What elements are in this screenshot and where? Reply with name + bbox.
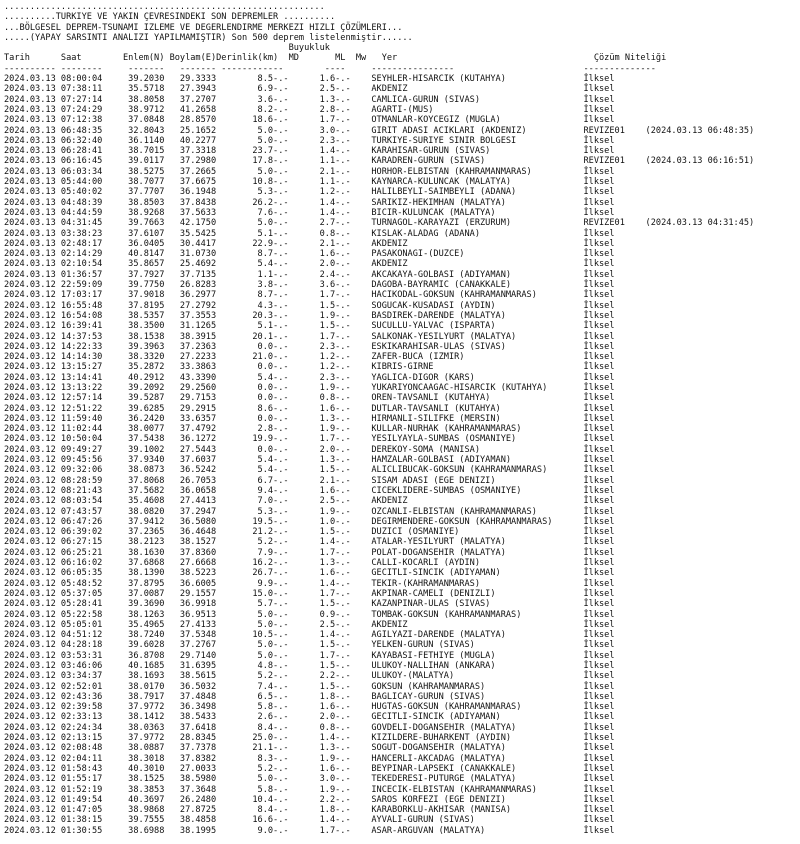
table-row: 2024.03.13 06:48:35 32.8043 25.1652 5.0-.- 3.0-.- GIRIT ADASI ACIKLARI (AKDENIZ) REVIZE01 (2024.03.13 06:48:35) [4, 125, 755, 136]
table-row: 2024.03.12 07:43:57 38.0820 37.2947 5.3-.- 1.9-.- OZCANLI-ELBISTAN (KAHRAMANMARAS) İlksel [4, 506, 615, 517]
table-row: 2024.03.12 09:49:27 39.1002 27.5443 0.0-.- 2.0-.- DEREKOY-SOMA (MANISA) İlksel [4, 444, 615, 455]
table-row: 2024.03.12 06:16:02 37.6868 27.6668 16.2-.- 1.3-.- CALLI-KOCARLI (AYDIN) İlksel [4, 558, 615, 569]
table-row: 2024.03.13 02:14:29 40.8147 31.0730 8.7-.- 1.6-.- PASAKONAGI-(DUZCE) İlksel [4, 249, 615, 260]
table-row: 2024.03.13 06:03:34 38.5275 37.2665 5.0-.- 2.1-.- HORHOR-ELBISTAN (KAHRAMANMARAS) İlksel [4, 166, 615, 177]
table-row: 2024.03.12 06:27:15 38.2123 38.1527 5.2-.- 1.4-.- ATALAR-YESILYURT (MALATYA) İlksel [4, 537, 615, 548]
magnitude-label: Buyukluk [288, 43, 330, 54]
table-row: 2024.03.13 02:48:17 36.0405 30.4417 22.9-.- 2.1-.- AKDENIZ İlksel [4, 238, 615, 249]
table-row: 2024.03.12 08:28:59 37.8068 26.7053 6.7-.- 2.1-.- SISAM ADASI (EGE DENIZI) İlksel [4, 475, 615, 486]
table-row: 2024.03.12 13:14:41 40.2912 43.3390 5.4-.- 2.3-.- YAGLICA-DIGOR (KARS) İlksel [4, 372, 615, 383]
table-row: 2024.03.12 06:25:21 38.1630 37.8360 7.9-.- 1.7-.- POLAT-DOGANSEHIR (MALATYA) İlksel [4, 547, 615, 558]
table-row: 2024.03.12 05:37:05 37.0087 29.1557 15.0-.- 1.7-.- AKPINAR-CAMELI (DENIZLI) İlksel [4, 588, 615, 599]
table-row: 2024.03.12 17:03:17 37.9018 36.2977 8.7-.- 1.7-.- HACIKODAL-GOKSUN (KAHRAMANMARAS) İlksel [4, 290, 615, 301]
magnitude-header [4, 43, 800, 53]
table-row: 2024.03.12 01:47:05 38.9868 27.8725 8.4-.- 1.8-.- KARABORKLU-AKHISAR (MANISA) İlksel [4, 805, 615, 816]
table-row: 2024.03.12 08:21:43 37.5682 36.0658 9.4-.- 1.6-.- CICEKLIDERE-SUMBAS (OSMANIYE) İlksel [4, 485, 615, 496]
table-row: 2024.03.12 09:45:56 37.9340 37.6037 5.4-.- 1.3-.- HAMZALAR-GOLBASI (ADIYAMAN) İlksel [4, 455, 615, 466]
table-row: 2024.03.12 16:54:08 38.5357 37.3553 20.3-.- 1.9-.- BASDIREK-DARENDE (MALATYA) İlksel [4, 310, 615, 321]
table-row: 2024.03.12 01:52:19 38.3853 37.3648 5.8-.- 1.9-.- INCECIK-ELBISTAN (KAHRAMANMARAS) İlksel [4, 784, 615, 795]
header-title: ..........TURKIYE VE YAKIN ÇEVRESINDEKI SON DEPREMLER .......... [4, 12, 336, 23]
table-row: 2024.03.12 04:51:12 38.7240 37.5348 10.5-.- 1.4-.- AGILYAZI-DARENDE (MALATYA) İlksel [4, 630, 615, 641]
table-row: 2024.03.12 05:22:58 38.1263 36.9513 5.0-.- 0.9-.- TOMBAK-GOKSUN (KAHRAMANMARAS) İlksel [4, 609, 615, 620]
table-row: 2024.03.12 05:48:52 37.8795 36.6005 9.9-.- 1.4-.- TEKIR-(KAHRAMANMARAS) İlksel [4, 578, 615, 589]
header-dots: .............................................................. [4, 2, 325, 12]
table-row: 2024.03.12 02:52:01 38.0170 36.5032 7.4-.- 1.5-.- GOKSUN (KAHRAMANMARAS) İlksel [4, 681, 615, 692]
table-row: 2024.03.12 02:08:48 38.0887 37.7378 21.1-.- 1.3-.- SOGUT-DOGANSEHIR (MALATYA) İlksel [4, 743, 615, 754]
table-row: 2024.03.13 08:00:04 39.2030 29.3333 8.5-.- 1.6-.- SEYHLER-HISARCIK (KUTAHYA) İlksel [4, 74, 615, 85]
table-row: 2024.03.13 04:48:39 38.8503 37.8438 26.2-.- 1.4-.- SARIKIZ-HEKIMHAN (MALATYA) İlksel [4, 197, 615, 208]
table-row: 2024.03.12 12:57:14 39.5287 29.7153 0.0-.- 0.8-.- OREN-TAVSANLI (KUTAHYA) İlksel [4, 393, 615, 404]
table-row: 2024.03.13 02:10:54 35.8657 25.4692 5.4-.- 2.0-.- AKDENIZ İlksel [4, 259, 615, 270]
table-row: 2024.03.13 04:44:59 38.9268 37.5633 7.6-.- 1.4-.- BICIR-KULUNCAK (MALATYA) İlksel [4, 207, 615, 218]
table-row: 2024.03.12 03:46:06 40.1685 31.6395 4.8-.- 1.5-.- ULUKOY-NALLIHAN (ANKARA) İlksel [4, 661, 615, 671]
table-row: 2024.03.12 11:59:40 36.2420 33.6357 0.0-.- 1.3-.- HIRMANLI-SILIFKE (MERSIN) İlksel [4, 413, 615, 424]
table-row: 2024.03.13 06:16:45 39.0117 37.2980 17.8-.- 1.1-.- KARADREN-GURUN (SIVAS) REVIZE01 (2024.03.13 06:16:51) [4, 156, 755, 167]
table-row: 2024.03.12 06:39:02 37.2365 36.4648 21.2-.- 1.5-.- DUZICI (OSMANIYE) İlksel [4, 527, 615, 538]
table-row: 2024.03.12 13:13:22 39.2092 29.2560 0.0-.- 1.9-.- YUKARIYONCAAGAC-HISARCIK (KUTAHYA) İlksel [4, 382, 615, 393]
table-row: 2024.03.12 02:24:34 38.0363 37.6418 8.4-.- 0.8-.- GOVDELI-DOGANSEHIR (MALATYA) İlksel [4, 722, 615, 733]
table-row: 2024.03.12 05:28:41 39.3690 36.9918 5.7-.- 1.5-.- KAZANPINAR-ULAS (SIVAS) İlksel [4, 599, 615, 610]
table-row: 2024.03.13 05:40:02 37.7707 36.1948 5.3-.- 1.2-.- HALILBEYLI-SAIMBEYLI (ADANA) İlksel [4, 187, 615, 198]
column-header: Tarih Saat Enlem(N) Boylam(E)Derinlik(km) MD ML Mw Yer Çözüm Niteliği [4, 53, 667, 64]
table-row: 2024.03.12 01:58:43 40.3010 27.0033 5.2-.- 1.6-.- BEYPINAR-LAPSEKI (CANAKKALE) İlksel [4, 763, 615, 774]
table-row: 2024.03.13 07:24:29 38.9712 41.2658 8.2-.- 2.8-.- AGARTI-(MUS) İlksel [4, 104, 615, 115]
table-row: 2024.03.12 16:39:41 38.3500 31.1265 5.1-.- 1.5-.- SUCULLU-YALVAC (ISPARTA) İlksel [4, 321, 615, 332]
table-row: 2024.03.13 06:32:40 36.1140 40.2277 5.0-.- 2.3-.- TURKIYE-SURIYE SINIR BOLGESI İlksel [4, 135, 615, 146]
table-row: 2024.03.12 13:15:27 35.2872 33.3863 0.0-.- 1.2-.- KIBRIS-GIRNE İlksel [4, 362, 615, 373]
table-row: 2024.03.12 09:32:06 38.0873 36.5242 5.4-.- 1.5-.- ALICLIBUCAK-GOKSUN (KAHRAMANMARAS) İlksel [4, 465, 615, 476]
table-row: 2024.03.12 04:28:18 39.6028 37.2767 5.0-.- 1.5-.- YELKEN-GURUN (SIVAS) İlksel [4, 640, 615, 651]
table-row: 2024.03.12 02:04:11 38.3018 37.8382 8.3-.- 1.9-.- HANCERLI-AKCADAG (MALATYA) İlksel [4, 753, 615, 764]
table-row: 2024.03.13 07:27:14 38.8058 37.2707 3.6-.- 1.3-.- CAMLICA-GURUN (SIVAS) İlksel [4, 94, 615, 105]
table-row: 2024.03.12 12:51:22 39.6285 29.2915 8.6-.- 1.6-.- DUTLAR-TAVSANLI (KUTAHYA) İlksel [4, 403, 615, 414]
table-row: 2024.03.12 05:05:01 35.4965 27.4133 5.0-.- 2.5-.- AKDENIZ İlksel [4, 619, 615, 630]
column-rule: ---------- -------- ------- ------- ------------ ---- ---------------- -------------- [4, 63, 656, 74]
table-row: 2024.03.12 02:43:36 38.7917 37.4848 6.5-.- 1.8-.- BAGLICAY-GURUN (SIVAS) İlksel [4, 691, 615, 702]
table-row: 2024.03.12 14:22:33 39.3963 37.2363 0.0-.- 2.3-.- ESKIKARAHISAR-ULAS (SIVAS) İlksel [4, 341, 615, 352]
table-row: 2024.03.13 07:12:38 37.0848 28.8570 18.6-.- 1.7-.- OTMANLAR-KOYCEGIZ (MUGLA) İlksel [4, 115, 615, 126]
table-row: 2024.03.12 03:34:37 38.1693 38.5615 5.2-.- 2.2-.- ULUKOY-(MALATYA) İlksel [4, 671, 615, 682]
table-row: 2024.03.12 06:47:26 37.9412 36.5080 19.5-.- 1.0-.- DEGIRMENDERE-GOKSUN (KAHRAMANMARAS) İlksel [4, 516, 615, 527]
table-row: 2024.03.13 04:31:45 39.7663 42.1750 5.0-.- 2.7-.- TURNAGOL-KARAYAZI (ERZURUM) REVIZE01 (2024.03.13 04:31:45) [4, 218, 755, 229]
table-row: 2024.03.12 01:55:17 38.1525 38.5980 5.0-.- 3.0-.- TEKEDERESI-PUTURGE (MALATYA) İlksel [4, 774, 615, 785]
table-row: 2024.03.13 05:44:00 38.7077 37.6675 10.8-.- 1.1-.- KAYNARCA-KULUNCAK (MALATYA) İlksel [4, 177, 615, 188]
table-row: 2024.03.12 01:38:15 39.7555 38.4858 16.6-.- 1.4-.- AYVALI-GURUN (SIVAS) İlksel [4, 815, 615, 826]
event-rows [4, 74, 800, 836]
table-row: 2024.03.12 14:14:30 38.3320 27.2233 21.0-.- 1.2-.- ZAFER-BUCA (IZMIR) İlksel [4, 352, 615, 363]
header-subtitle: ...BÖLGESEL DEPREM-TSUNAMI IZLEME VE DEGERLENDIRME MERKEZI HIZLI ÇÖZÜMLERI... [4, 22, 403, 33]
table-row: 2024.03.12 01:49:54 40.3697 26.2480 10.4-.- 2.2-.- SAROS KORFEZI (EGE DENIZI) İlksel [4, 794, 615, 805]
table-row: 2024.03.12 11:02:44 38.0077 37.4792 2.8-.- 1.9-.- KULLAR-NURHAK (KAHRAMANMARAS) İlksel [4, 424, 615, 435]
table-row: 2024.03.12 02:39:58 37.9772 36.3498 5.8-.- 1.6-.- HUGTAS-GOKSUN (KAHRAMANMARAS) İlksel [4, 702, 615, 713]
header-note: .....(YAPAY SARSINTI ANALIZI YAPILMAMIŞTIR) Son 500 deprem listelenmiştir...... [4, 32, 413, 43]
table-row: 2024.03.13 01:36:57 37.7927 37.7135 1.1-.- 2.4-.- AKCAKAYA-GOLBASI (ADIYAMAN) İlksel [4, 269, 615, 280]
table-row: 2024.03.12 06:05:35 38.1390 38.5223 26.7-.- 1.6-.- GECITLI-SINCIK (ADIYAMAN) İlksel [4, 568, 615, 579]
table-row: 2024.03.12 22:59:09 39.7750 26.8283 3.8-.- 3.6-.- DAGOBA-BAYRAMIC (CANAKKALE) İlksel [4, 280, 615, 291]
table-row: 2024.03.13 06:28:41 38.7015 37.3318 23.7-.- 1.4-.- KARAHISAR-GURUN (SIVAS) İlksel [4, 146, 615, 157]
table-row: 2024.03.12 02:33:13 38.1412 38.5433 2.6-.- 2.0-.- GECITLI-SINCIK (ADIYAMAN) İlksel [4, 712, 615, 723]
table-row: 2024.03.12 03:53:31 36.8708 29.7140 5.0-.- 1.7-.- KAYABASI-FETHIYE (MUGLA) İlksel [4, 650, 615, 661]
table-row: 2024.03.12 16:55:48 37.8195 27.2792 4.3-.- 1.5-.- SOGUCAK-KUSADASI (AYDIN) İlksel [4, 300, 615, 311]
table-row: 2024.03.13 03:38:23 37.6107 35.5425 5.1-.- 0.8-.- KISLAK-ALADAG (ADANA) İlksel [4, 228, 615, 239]
table-row: 2024.03.12 10:50:04 37.5438 36.1272 19.9-.- 1.7-.- YESILYAYLA-SUMBAS (OSMANIYE) İlksel [4, 434, 615, 445]
table-row: 2024.03.12 02:13:15 37.9772 28.8345 25.0-.- 1.4-.- KIZILDERE-BUHARKENT (AYDIN) İlksel [4, 733, 615, 744]
table-row: 2024.03.12 08:03:54 35.4608 27.4413 7.0-.- 2.5-.- AKDENIZ İlksel [4, 496, 615, 507]
table-row: 2024.03.13 07:38:11 35.5718 27.3943 6.9-.- 2.5-.- AKDENIZ İlksel [4, 84, 615, 95]
table-row: 2024.03.12 14:37:53 38.1538 38.3915 20.1-.- 1.7-.- SALKONAK-YESILYURT (MALATYA) İlksel [4, 331, 615, 342]
table-row: 2024.03.12 01:30:55 38.6988 38.1995 9.0-.- 1.7-.- ASAR-ARGUVAN (MALATYA) İlksel [4, 825, 615, 836]
